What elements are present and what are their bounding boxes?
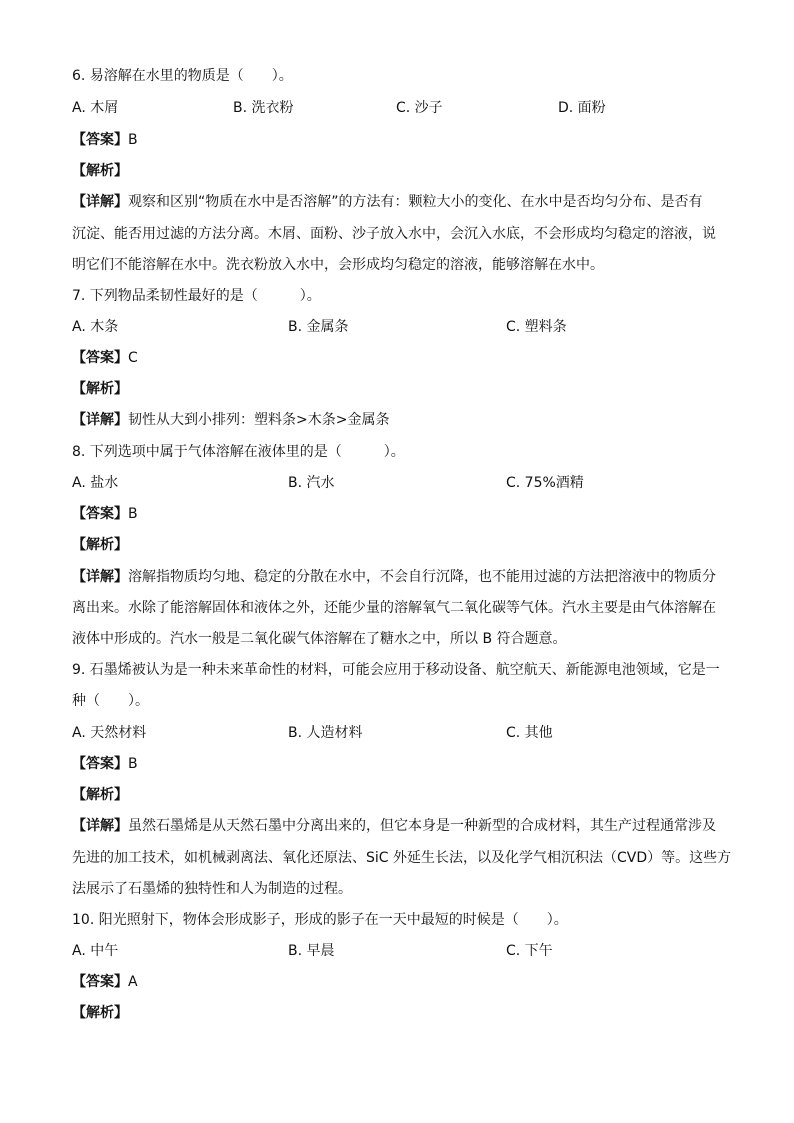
question-6-stem: 6. 易溶解在水里的物质是（ ）。 bbox=[72, 68, 293, 84]
q8-answer: B bbox=[128, 506, 138, 522]
q8-answer-line bbox=[72, 505, 722, 523]
q9-option-b: B. 人造材料 bbox=[288, 725, 363, 741]
q7-option-a: A. 木条 bbox=[72, 319, 119, 335]
q6-option-b: B. 洗衣粉 bbox=[233, 100, 294, 116]
q9-detail-line-2: 先进的加工技术，如机械剥离法、氧化还原法、SiC 外延生长法，以及化学气相沉积法（CVD）等。这些方 bbox=[72, 850, 732, 866]
q10-option-a: A. 中午 bbox=[72, 943, 119, 959]
q6-option-a: A. 木屑 bbox=[72, 100, 119, 116]
q8-option-c: C. 75%酒精 bbox=[506, 475, 584, 491]
question-9-stem-line-1: 9. 石墨烯被认为是一种未来革命性的材料，可能会应用于移动设备、航空航天、新能源电池领域，它是一 bbox=[72, 662, 720, 678]
q9-detail-line-3: 法展示了石墨烯的独特性和人为制造的过程。 bbox=[72, 881, 352, 897]
q6-answer: B bbox=[128, 132, 138, 148]
q7-analysis-tag: 【解析】 bbox=[72, 381, 128, 397]
q9-option-a: A. 天然材料 bbox=[72, 725, 147, 741]
q6-detail-line-3: 明它们不能溶解在水中。洗衣粉放入水中，会形成均匀稳定的溶液，能够溶解在水中。 bbox=[72, 257, 604, 273]
q6-analysis-tag: 【解析】 bbox=[72, 163, 128, 179]
question-8-stem: 8. 下列选项中属于气体溶解在液体里的是（ ）。 bbox=[72, 444, 405, 460]
q6-option-c: C. 沙子 bbox=[396, 100, 443, 116]
q6-detail-line-2: 沉淀、能否用过滤的方法分离。木屑、面粉、沙子放入水中，会沉入水底，不会形成均匀稳定的溶液，说 bbox=[72, 226, 716, 242]
q6-detail-line-1: 【详解】观察和区别“物质在水中是否溶解”的方法有：颗粒大小的变化、在水中是否均匀分布、是否有 bbox=[72, 194, 703, 210]
q6-option-d: D. 面粉 bbox=[558, 100, 606, 116]
q7-option-b: B. 金属条 bbox=[288, 319, 349, 335]
detail-tag: 【详解】 bbox=[72, 569, 128, 585]
q8-detail-line-1: 【详解】溶解指物质均匀地、稳定的分散在水中，不会自行沉降，也不能用过滤的方法把溶液中的物质分 bbox=[72, 569, 716, 585]
q10-analysis-tag: 【解析】 bbox=[72, 1005, 128, 1021]
q8-analysis-tag: 【解析】 bbox=[72, 537, 128, 553]
answer-tag: 【答案】 bbox=[72, 350, 128, 366]
answer-tag: 【答案】 bbox=[72, 974, 128, 990]
q7-option-c: C. 塑料条 bbox=[506, 319, 567, 335]
detail-tag: 【详解】 bbox=[72, 818, 128, 834]
answer-tag: 【答案】 bbox=[72, 506, 128, 522]
q7-answer-line bbox=[72, 349, 722, 367]
question-9-stem-line-2: 种（ ）。 bbox=[72, 693, 149, 709]
question-7-stem: 7. 下列物品柔韧性最好的是（ ）。 bbox=[72, 288, 321, 304]
q10-option-b: B. 早晨 bbox=[288, 943, 335, 959]
detail-tag: 【详解】 bbox=[72, 412, 128, 428]
q8-detail-line-2: 离出来。水除了能溶解固体和液体之外，还能少量的溶解氧气二氧化碳等气体。汽水主要是由气体溶解在 bbox=[72, 600, 716, 616]
q8-option-a: A. 盐水 bbox=[72, 475, 119, 491]
q9-detail-line-1: 【详解】虽然石墨烯是从天然石墨中分离出来的，但它本身是一种新型的合成材料，其生产过程通常涉及 bbox=[72, 818, 716, 834]
answer-tag: 【答案】 bbox=[72, 756, 128, 772]
q9-analysis-tag: 【解析】 bbox=[72, 787, 128, 803]
q7-answer: C bbox=[128, 350, 138, 366]
q9-answer-line bbox=[72, 755, 722, 773]
q10-answer: A bbox=[128, 974, 138, 990]
q10-option-c: C. 下午 bbox=[506, 943, 553, 959]
detail-tag: 【详解】 bbox=[72, 194, 128, 210]
question-10-stem: 10. 阳光照射下，物体会形成影子，形成的影子在一天中最短的时候是（ ）。 bbox=[72, 912, 568, 928]
q7-detail-line-1: 【详解】韧性从大到小排列：塑料条>木条>金属条 bbox=[72, 412, 390, 428]
q6-answer-line bbox=[72, 131, 722, 149]
q8-detail-line-3: 液体中形成的。汽水一般是二氧化碳气体溶解在了糖水之中，所以 B 符合题意。 bbox=[72, 631, 567, 647]
answer-tag: 【答案】 bbox=[72, 132, 128, 148]
q9-option-c: C. 其他 bbox=[506, 725, 553, 741]
q10-answer-line bbox=[72, 973, 722, 991]
q8-option-b: B. 汽水 bbox=[288, 475, 335, 491]
q9-answer: B bbox=[128, 756, 138, 772]
